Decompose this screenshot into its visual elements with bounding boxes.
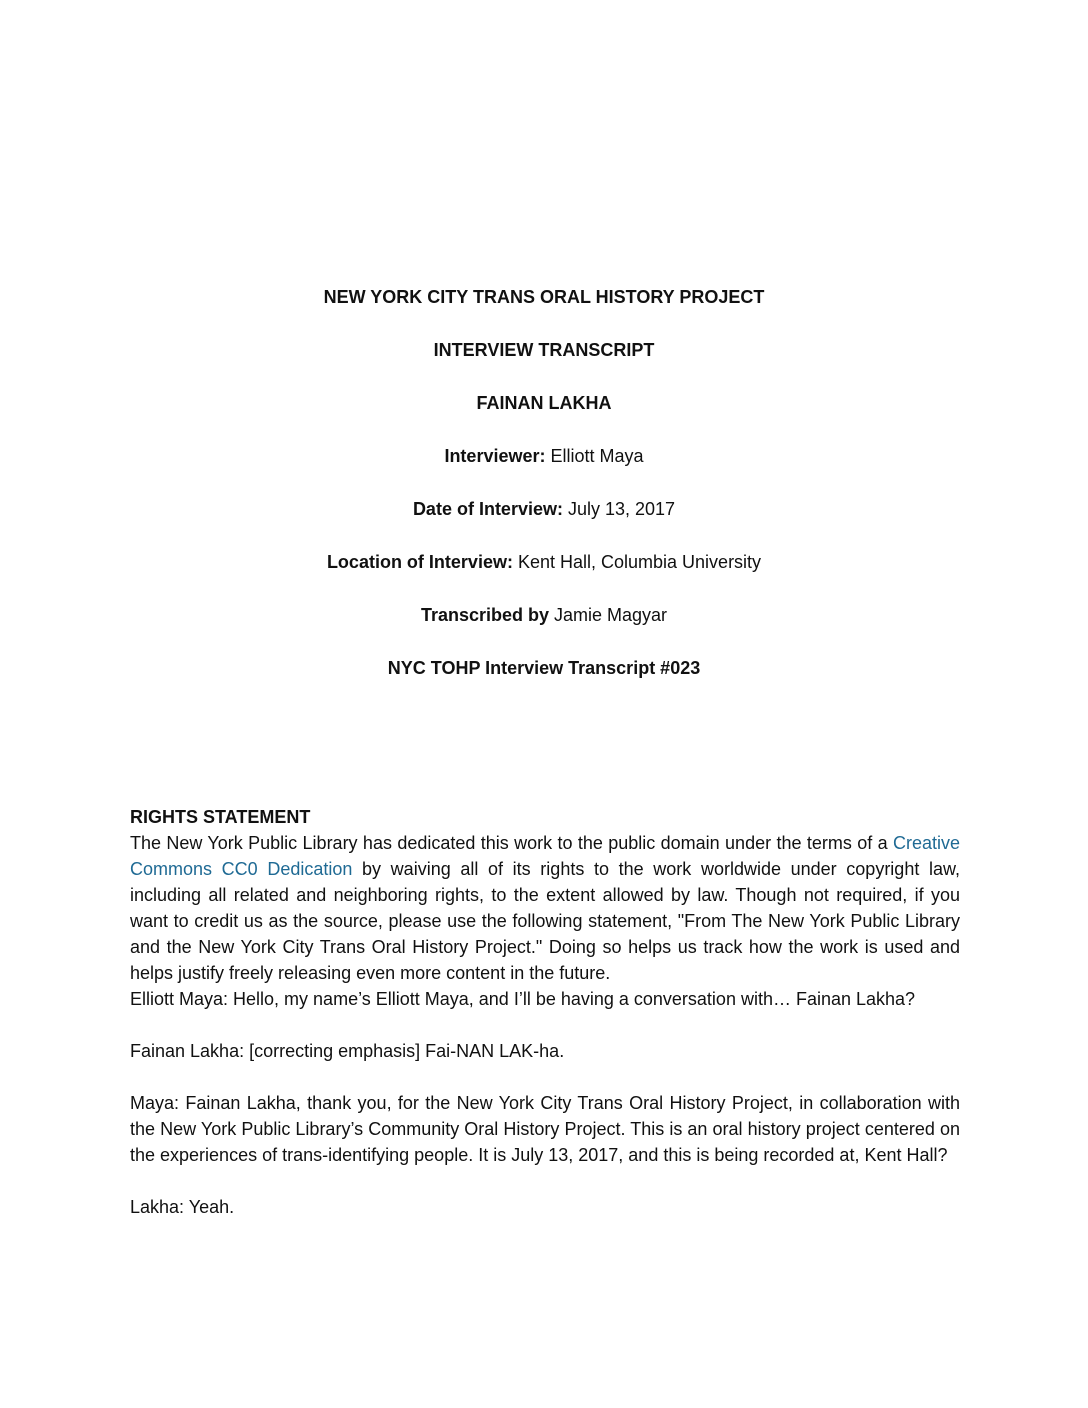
- interview-location: Kent Hall, Columbia University: [517, 552, 762, 572]
- transcript-line: Elliott Maya: Hello, my name’s Elliott Maya, and I’ll be having a conversation with… Fainan Lakha?: [130, 989, 916, 1009]
- transcript-id: NYC TOHP Interview Transcript #023: [387, 658, 701, 678]
- date-label: Date of Interview:: [412, 499, 563, 519]
- location-label: Location of Interview:: [326, 552, 513, 572]
- narrator-name: FAINAN LAKHA: [476, 393, 612, 413]
- location-line: [0, 547, 1088, 600]
- transcriber-line: [0, 600, 1088, 653]
- interviewer-line: [0, 441, 1088, 494]
- interview-date: July 13, 2017: [567, 499, 676, 519]
- rights-text-after-link: by waiving all of its rights to the work worldwide under copyright law, including all related and neighboring rights, to the extent allowed by law. Though not required, if you want to credit us as the source, please use the following statement, "From The New York Public Library and the New York City Trans Oral History Project." Doing so helps us track how the work is used and helps justify freely releasing even more content in the future.: [130, 859, 960, 983]
- transcriber-name: Jamie Magyar: [554, 605, 668, 625]
- cover-block: [0, 282, 1088, 706]
- document-body: [130, 804, 960, 1220]
- interviewer-name: Elliott Maya: [550, 446, 644, 466]
- rights-statement: [130, 830, 960, 986]
- cc0-dedication-link[interactable]: Creative Commons CC0 Dedication: [130, 833, 960, 879]
- date-line: [0, 494, 1088, 547]
- rights-heading: RIGHTS STATEMENT: [130, 807, 311, 827]
- document-type: INTERVIEW TRANSCRIPT: [433, 340, 655, 360]
- transcript-line: Fainan Lakha: [correcting emphasis] Fai-NAN LAK-ha.: [130, 1041, 565, 1061]
- transcript-line: Maya: Fainan Lakha, thank you, for the New York City Trans Oral History Project, in collaboration with the New York Public Library’s Community Oral History Project. This is an oral history project centered on the experiences of trans-identifying people. It is July 13, 2017, and this is being recorded at, Kent Hall?: [130, 1093, 960, 1165]
- transcript-line: Lakha: Yeah.: [130, 1197, 235, 1217]
- interviewer-label: Interviewer:: [444, 446, 546, 466]
- transcriber-label: Transcribed by: [420, 605, 549, 625]
- rights-text-before-link: The New York Public Library has dedicated this work to the public domain under the terms of a: [130, 833, 888, 853]
- project-title: NEW YORK CITY TRANS ORAL HISTORY PROJECT: [323, 287, 765, 307]
